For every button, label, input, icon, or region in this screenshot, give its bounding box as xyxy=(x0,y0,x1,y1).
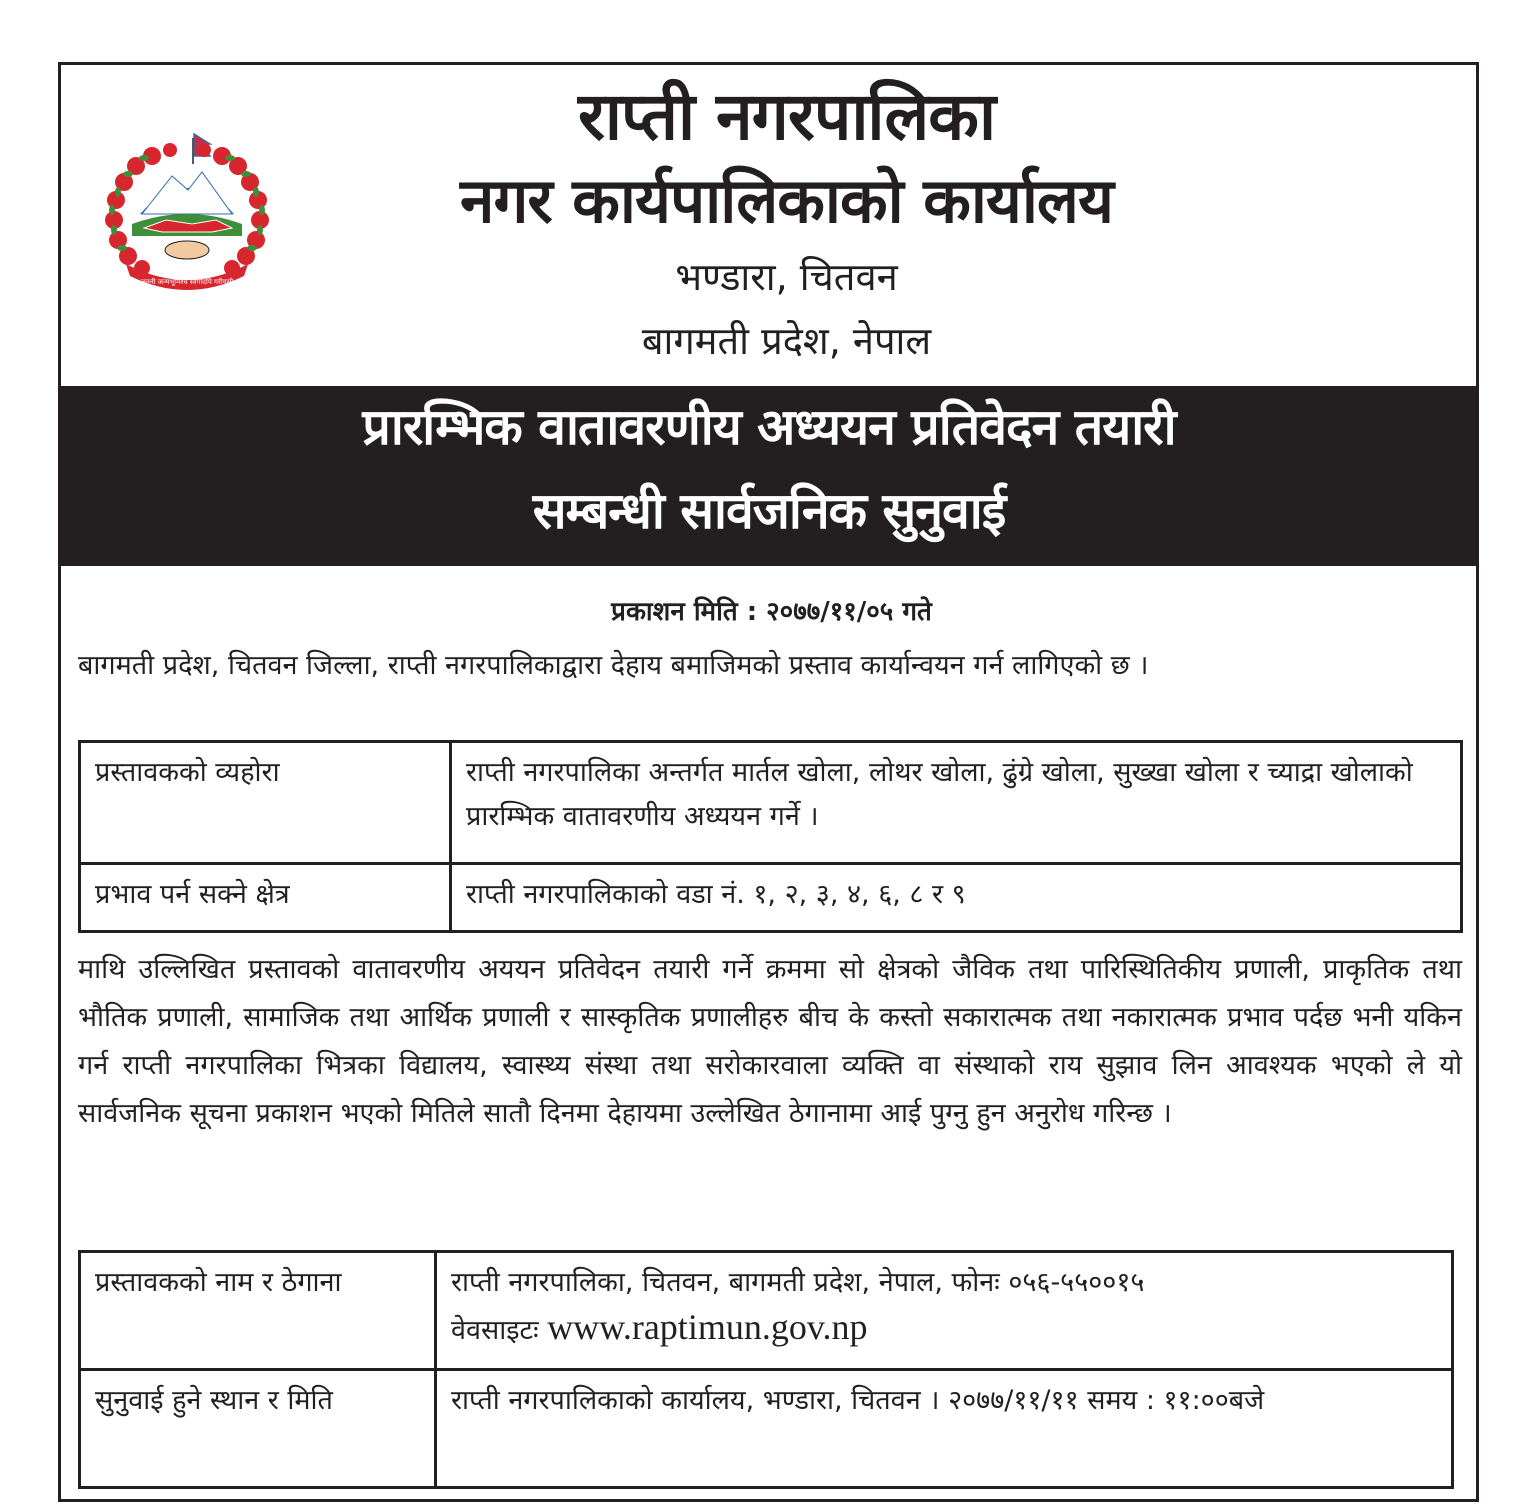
website-line xyxy=(451,1305,1437,1353)
affected-area-label: प्रभाव पर्न सक्ने क्षेत्र xyxy=(80,864,451,932)
proposal-value: राप्ती नगरपालिका अन्तर्गत मार्तल खोला, लोथर खोला, ढुंग्रे खोला, सुख्खा खोला र च्याद्रा खोलाको प्रारम्भिक वातावरणीय अध्ययन गर्ने । xyxy=(451,742,1462,864)
affected-area-value: राप्ती नगरपालिकाको वडा नं. १, २, ३, ४, ६, ८ र ९ xyxy=(451,864,1462,932)
hearing-place-value: राप्ती नगरपालिकाको कार्यालय, भण्डारा, चितवन । २०७७/११/११ समय : ११:००बजे xyxy=(436,1370,1453,1488)
banner-title-line1: प्रारम्भिक वातावरणीय अध्ययन प्रतिवेदन तयारी xyxy=(362,398,1176,456)
banner-title-line2: सम्बन्धी सार्वजनिक सुनुवाई xyxy=(532,482,1006,540)
address-city: भण्डारा, चितवन xyxy=(675,255,898,299)
table-row xyxy=(80,864,1462,932)
table-row xyxy=(80,742,1462,864)
publication-date: प्रकाशन मिति : २०७७/११/०५ गते xyxy=(611,597,932,627)
address-province: बागमती प्रदेश, नेपाल xyxy=(641,319,932,363)
website-link[interactable]: www.raptimun.gov.np xyxy=(547,1307,868,1347)
table-row xyxy=(80,1370,1453,1488)
proposal-label: प्रस्तावकको व्यहोरा xyxy=(80,742,451,864)
office-subtitle: नगर कार्यपालिकाको कार्यालय xyxy=(460,164,1113,237)
intro-paragraph: बागमती प्रदेश, चितवन जिल्ला, राप्ती नगरपालिकाद्वारा देहाय बमाजिमको प्रस्ताव कार्यान्वयन गर्न लागिएको छ । xyxy=(78,650,1149,681)
svg-text:जननी जन्मभूमिश्च स्वर्गादपि गर: जननी जन्मभूमिश्च स्वर्गादपि गरीयसी xyxy=(140,278,234,286)
office-name-title: राप्ती नगरपालिका xyxy=(577,78,996,155)
proposal-table xyxy=(78,740,1463,933)
proponent-label: प्रस्तावकको नाम र ठेगाना xyxy=(80,1252,436,1370)
contact-table xyxy=(78,1250,1454,1489)
body-paragraph: माथि उल्लिखित प्रस्तावको वातावरणीय अययन प्रतिवेदन तयारी गर्ने क्रममा सो क्षेत्रको जैविक तथा पारिस्थितिकीय प्रणाली, प्राकृतिक तथा भौतिक प्रणाली, सामाजिक तथा आर्थिक प्रणाली र सास्कृतिक प्रणालीहरु बीच के कस्तो सकारात्मक तथा नकारात्मक प्रभाव पर्दछ भनी यकिन गर्न राप्ती नगरपालिका भित्रका विद्यालय, स्वास्थ्य संस्था तथा सरोकारवाला व्यक्ति वा संस्थाको राय सुझाव लिन आवश्यक भएको ले यो सार्वजनिक सूचना प्रकाशन भएको मितिले सातौ दिनमा देहायमा उल्लेखित ठेगानामा आई पुग्नु हुन अनुरोध गरिन्छ । xyxy=(78,954,1462,1129)
notice-banner xyxy=(60,386,1478,566)
table-row xyxy=(80,1252,1453,1370)
website-label: वेवसाइटः xyxy=(451,1315,539,1346)
proponent-cell xyxy=(436,1252,1453,1370)
hearing-place-label: सुनुवाई हुने स्थान र मिति xyxy=(80,1370,436,1488)
proponent-address: राप्ती नगरपालिका, चितवन, बागमती प्रदेश, नेपाल, फोनः ०५६-५५००१५ xyxy=(451,1267,1145,1298)
